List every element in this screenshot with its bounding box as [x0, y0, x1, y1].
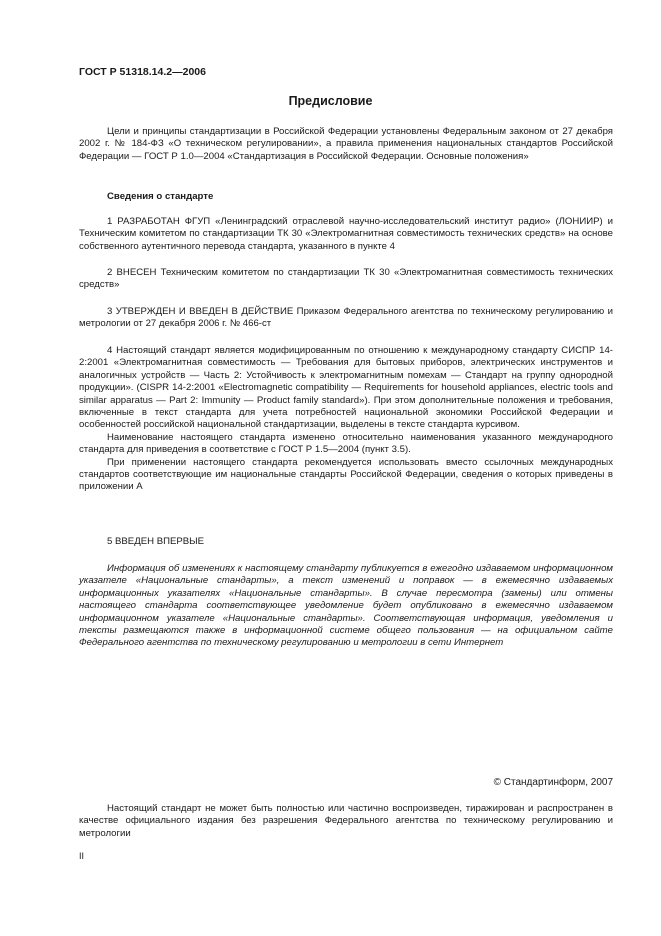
changes-notice-section — [79, 563, 613, 650]
item-4-section — [79, 345, 613, 494]
item-4-name-change-paragraph: Наименование настоящего стандарта изменено относительно наименования указанного международного стандарта для приведения в соответствие с ГОСТ Р 1.5—2004 (пункт 3.5). — [79, 431, 613, 456]
page-title: Предисловие — [288, 94, 373, 108]
intro-paragraph: Цели и принципы стандартизации в Российской Федерации установлены Федеральным законом от 27 декабря 2002 г. № 184-ФЗ «О техническом регулировании», а правила применения национальных стандартов Российской Федерации — ГОСТ Р 1.0—2004 «Стандартизация в Российской Федерации. Основные положения» — [79, 126, 613, 162]
item-3-section — [79, 306, 613, 331]
item-5-paragraph: 5 ВВЕДЕН ВПЕРВЫЕ — [107, 536, 205, 547]
item-2-paragraph: 2 ВНЕСЕН Техническим комитетом по стандартизации ТК 30 «Электромагнитная совместимость технических средств» — [79, 267, 613, 291]
item-4-references-paragraph: При применении настоящего стандарта рекомендуется использовать вместо ссылочных международных стандартов соответствующие им национальные стандарты Российской Федерации, сведения о которых приведены в приложении А — [79, 456, 613, 493]
standard-info-heading: Сведения о стандарте — [107, 191, 214, 202]
copyright-line: © Стандартинформ, 2007 — [493, 777, 613, 788]
item-1-paragraph: 1 РАЗРАБОТАН ФГУП «Ленинградский отраслевой научно-исследовательский институт радио» (ЛОНИИР) и Техническим комитетом по стандартизации ТК 30 «Электромагнитная совместимость технических средств» на основе собственного аутентичного перевода стандарта, указанного в пункте 4 — [79, 216, 613, 252]
changes-notice-paragraph: Информация об изменениях к настоящему стандарту публикуется в ежегодно издаваемом информационном указателе «Национальные стандарты», а текст изменений и поправок — в ежемесячно издаваемых информационных указателях «Национальные стандарты». В случае пересмотра (замены) или отмены настоящего стандарта соответствующее уведомление будет опубликовано в ежемесячно издаваемом информационном указателе «Национальные стандарты». Соответствующая информация, уведомления и тексты размещаются также в информационной системе общего пользования — на официальном сайте Федерального агентства по техническому регулированию и метрологии в сети Интернет — [79, 563, 613, 649]
item-4-paragraph: 4 Настоящий стандарт является модифицированным по отношению к международному стандарту СИСПР 14-2:2001 «Электромагнитная совместимость — Требования для бытовых приборов, электрических инструментов и аналогичных устройств — Часть 2: Устойчивость к электромагнитным помехам — Стандарт на группу однородной продукции». (CISPR 14-2:2001 «Electromagnetic compatibility — Requirements for household appliances, electric tools and similar apparatus — Part 2: Immunity — Product family standard»). При этом дополнительные положения и требования, включенные в текст стандарта для учета потребностей национальной экономики Российской Федерации и особенностей российской национальной стандартизации, выделены в тексте стандарта курсивом. — [79, 345, 613, 431]
item-1-section — [79, 216, 613, 253]
reproduction-notice-section — [79, 803, 613, 840]
reproduction-notice-paragraph: Настоящий стандарт не может быть полностью или частично воспроизведен, тиражирован и распространен в качестве официального издания без разрешения Федерального агентства по техническому регулированию и метрологии — [79, 803, 613, 839]
item-5-section — [79, 536, 613, 548]
document-code-header: ГОСТ Р 51318.14.2—2006 — [79, 66, 206, 78]
item-2-section — [79, 267, 613, 292]
item-3-paragraph: 3 УТВЕРЖДЕН И ВВЕДЕН В ДЕЙСТВИЕ Приказом Федерального агентства по техническому регулированию и метрологии от 27 декабря 2006 г. № 466-ст — [79, 306, 613, 330]
intro-section — [79, 126, 613, 163]
page-number: II — [79, 851, 85, 861]
